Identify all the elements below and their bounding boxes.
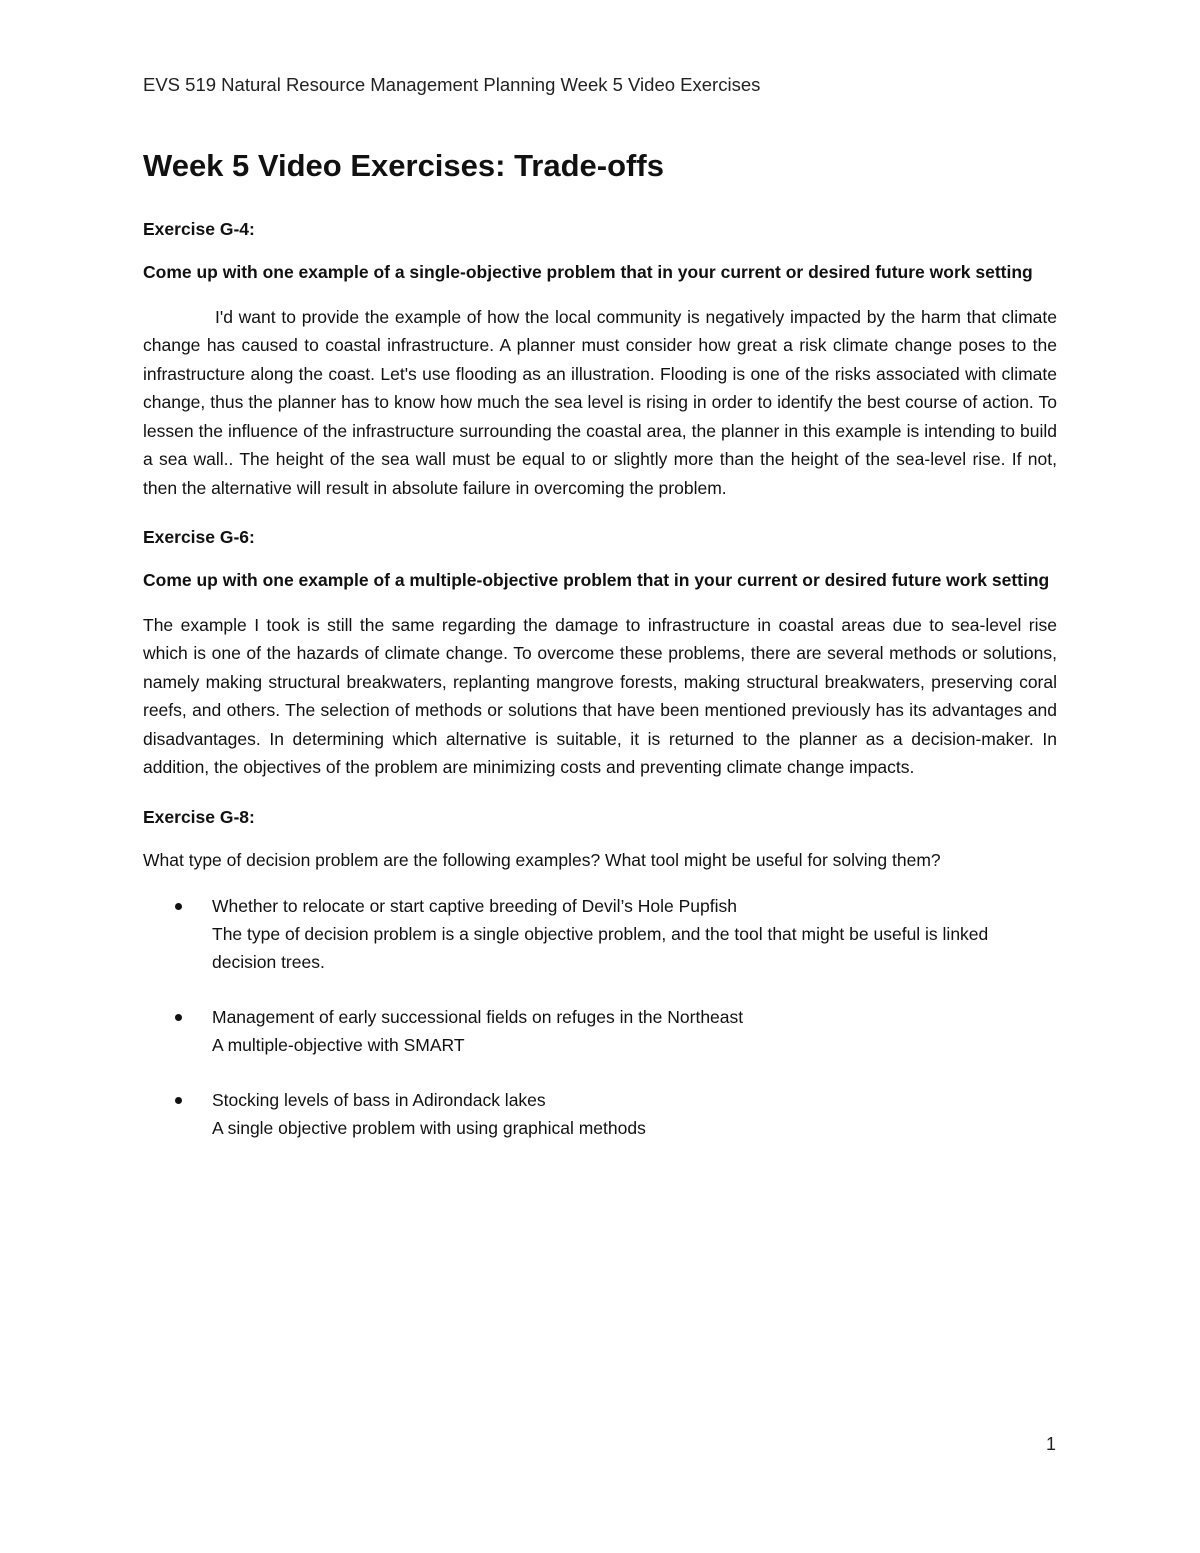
- document-body: [143, 140, 1057, 1169]
- bullet-icon: [175, 903, 182, 910]
- page-header: EVS 519 Natural Resource Management Planning Week 5 Video Exercises: [143, 74, 761, 95]
- exercise-g4-section: [143, 216, 1057, 502]
- exercise-g8-prompt: What type of decision problem are the following examples? What tool might be useful for solving them?: [143, 849, 941, 870]
- bullet-icon: [175, 1097, 182, 1104]
- list-item: [143, 1003, 1057, 1059]
- page-title: Week 5 Video Exercises: Trade-offs: [143, 148, 664, 183]
- exercise-g4-question: Come up with one example of a single-objective problem that in your current or desired future work setting: [143, 262, 1033, 282]
- exercise-g8-section: [143, 804, 1057, 1142]
- exercise-g6-answer: The example I took is still the same regarding the damage to infrastructure in coastal areas due to sea-level rise which is one of the hazards of climate change. To overcome these problems, there are several methods or solutions, namely making structural breakwaters, replanting mangrove forests, making structural breakwaters, preserving coral reefs, and others. The selection of methods or solutions that have been mentioned previously has its advantages and disadvantages. In determining which alternative is suitable, it is returned to the planner as a decision-maker. In addition, the objectives of the problem are minimizing costs and preventing climate change impacts.: [143, 614, 1057, 777]
- exercise-g4-answer: I'd want to provide the example of how the local community is negatively impacted by the harm that climate change has caused to coastal infrastructure. A planner must consider how great a risk climate change poses to the infrastructure along the coast. Let's use flooding as an illustration. Flooding is one of the risks associated with climate change, thus the planner has to know how much the sea level is rising in order to identify the best course of action. To lessen the influence of the infrastructure surrounding the coastal area, the planner in this example is intending to build a sea wall.. The height of the sea wall must be equal to or slightly more than the height of the sea-level rise. If not, then the alternative will result in absolute failure in overcoming the problem.: [143, 306, 1057, 498]
- list-item-title: Whether to relocate or start captive breeding of Devil’s Hole Pupfish: [212, 895, 737, 916]
- exercise-g6-question: Come up with one example of a multiple-objective problem that in your current or desired future work setting: [143, 570, 1050, 590]
- list-item: [143, 1086, 1057, 1142]
- exercise-g6-heading: Exercise G-6:: [143, 527, 255, 547]
- exercise-g8-list: [143, 892, 1057, 1142]
- list-item-answer: A multiple-objective with SMART: [212, 1034, 465, 1055]
- list-item-answer: A single objective problem with using graphical methods: [212, 1117, 646, 1138]
- exercise-g8-heading: Exercise G-8:: [143, 806, 255, 827]
- list-item-title: Stocking levels of bass in Adirondack lakes: [212, 1089, 546, 1110]
- exercise-g6-section: [143, 524, 1057, 782]
- list-item-title: Management of early successional fields on refuges in the Northeast: [212, 1006, 744, 1027]
- exercise-g4-heading: Exercise G-4:: [143, 219, 255, 239]
- list-item: [143, 892, 1057, 976]
- bullet-icon: [175, 1014, 182, 1021]
- list-item-answer: The type of decision problem is a single objective problem, and the tool that might be useful is linked decision trees.: [212, 923, 989, 972]
- page-number: 1: [1046, 1434, 1057, 1454]
